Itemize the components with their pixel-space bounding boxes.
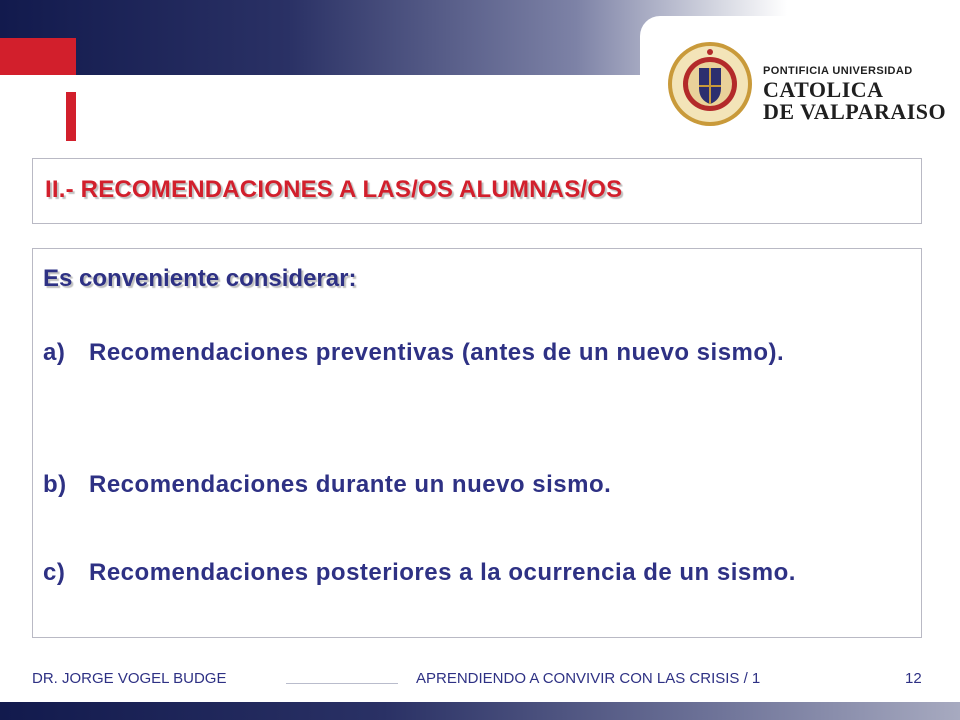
list-item: [43, 335, 903, 371]
university-seal-icon: [666, 40, 754, 128]
list-item-marker: b): [43, 471, 67, 498]
list-item-text: Recomendaciones durante un nuevo sismo.: [89, 471, 612, 498]
content-subtitle: Es conveniente considerar:: [43, 265, 357, 292]
footer-author: DR. JORGE VOGEL BUDGE: [32, 670, 227, 687]
red-accent-block: [0, 38, 76, 75]
university-name-line-3: DE VALPARAISO: [763, 99, 947, 124]
slide-title: II.- RECOMENDACIONES A LAS/OS ALUMNAS/OS: [45, 176, 623, 203]
university-name-line-1: PONTIFICIA UNIVERSIDAD: [763, 65, 913, 77]
content-box: [32, 248, 922, 638]
list-item-marker: a): [43, 339, 66, 366]
list-item-text: Recomendaciones preventivas (antes de un nuevo sismo).: [89, 339, 785, 366]
footer-divider: [286, 683, 398, 684]
title-box: [32, 158, 922, 224]
university-name-line-2: CATOLICA: [763, 77, 884, 102]
page-number: 12: [905, 670, 922, 687]
list-item: [43, 555, 903, 591]
list-item-marker: c): [43, 559, 66, 586]
bottom-decorative-band: [0, 702, 960, 720]
list-item: [43, 467, 903, 503]
list-item-text: Recomendaciones posteriores a la ocurrencia de un sismo.: [89, 559, 796, 586]
footer-title: APRENDIENDO A CONVIVIR CON LAS CRISIS / 1: [416, 670, 761, 687]
red-accent-bar: [66, 92, 76, 141]
